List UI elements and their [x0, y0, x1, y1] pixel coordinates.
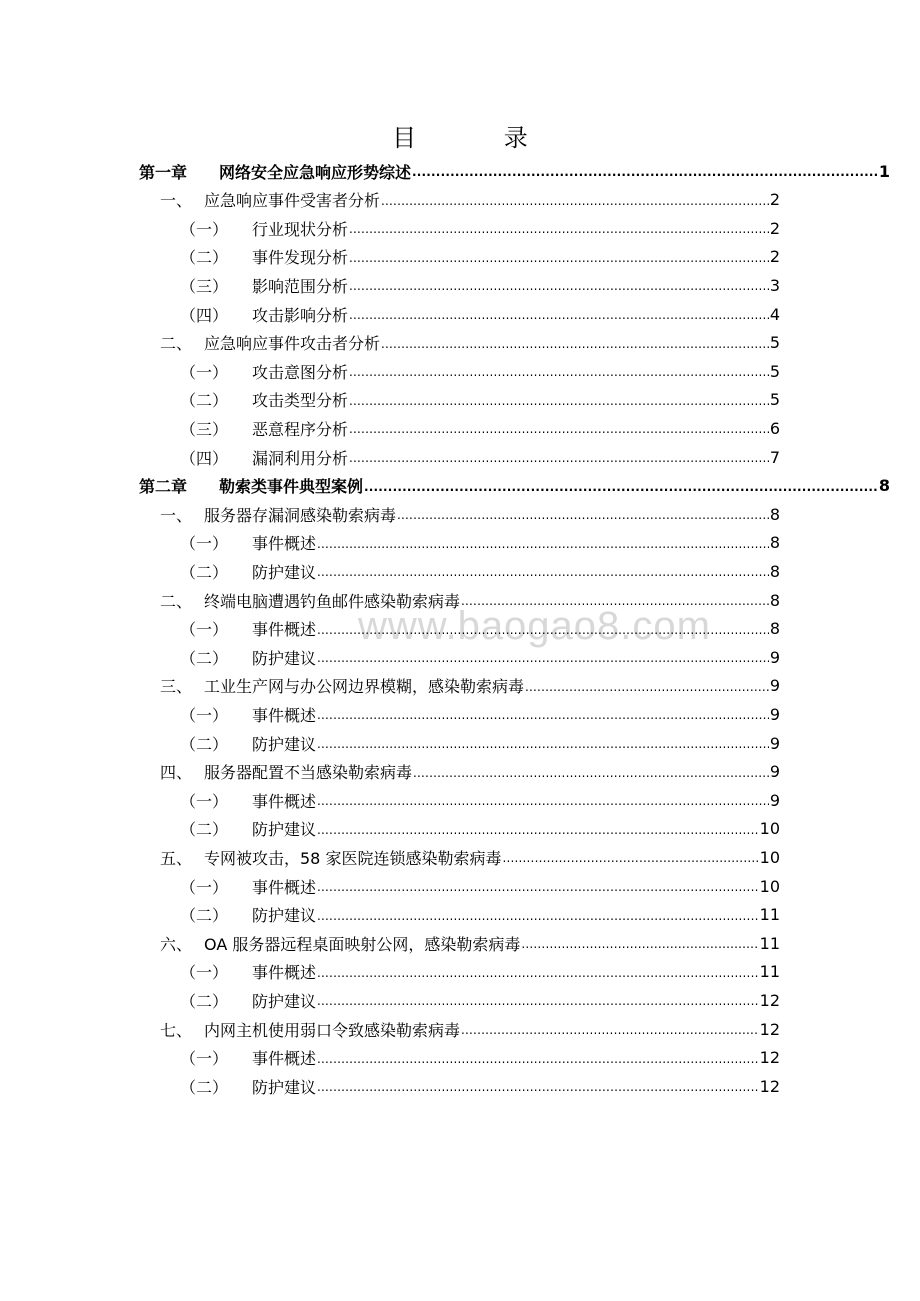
toc-dot-leader	[349, 247, 769, 267]
toc-entry-page: 5	[769, 333, 780, 353]
toc-entry-number: （二）	[180, 820, 229, 840]
toc-dot-leader	[317, 962, 759, 982]
toc-entry-sub[interactable]	[180, 214, 780, 242]
toc-entry-sub[interactable]	[180, 443, 780, 471]
toc-entry-title: 防护建议	[252, 1077, 317, 1097]
toc-entry-page: 8	[769, 533, 780, 553]
toc-dot-leader	[317, 704, 769, 724]
toc-entry-sub[interactable]	[180, 643, 780, 671]
toc-entry-number: （一）	[180, 705, 229, 725]
toc-entry-title: 终端电脑遭遇钓鱼邮件感染勒索病毒	[204, 591, 461, 611]
toc-entry-title: 防护建议	[252, 734, 317, 754]
toc-entry-number: （三）	[180, 276, 229, 296]
toc-entry-title: 漏洞利用分析	[252, 448, 349, 468]
toc-entry-sub[interactable]	[180, 986, 780, 1014]
toc-entry-number: （二）	[180, 391, 229, 411]
toc-entry-page: 5	[769, 361, 780, 381]
toc-entry-sub[interactable]	[180, 1044, 780, 1072]
toc-entry-chapter[interactable]	[139, 472, 890, 500]
toc-entry-page: 12	[759, 1048, 780, 1068]
toc-entry-page: 10	[759, 819, 780, 839]
toc-entry-page: 9	[769, 704, 780, 724]
toc-dot-leader	[397, 504, 769, 524]
toc-entry-page: 7	[769, 447, 780, 467]
toc-entry-sub[interactable]	[180, 958, 780, 986]
toc-dot-leader	[317, 819, 759, 839]
toc-entry-page: 10	[759, 876, 780, 896]
toc-entry-title: 工业生产网与办公网边界模糊，感染勒索病毒	[204, 677, 525, 697]
toc-entry-number: （一）	[180, 1049, 229, 1069]
toc-entry-title: 防护建议	[252, 906, 317, 926]
toc-entry-title: 事件概述	[252, 534, 317, 554]
toc-dot-leader	[349, 218, 769, 238]
toc-dot-leader	[317, 561, 769, 581]
toc-entry-sub[interactable]	[180, 243, 780, 271]
toc-entry-title: 事件概述	[252, 620, 317, 640]
toc-entry-sub[interactable]	[180, 1072, 780, 1100]
toc-entry-title: 防护建议	[252, 562, 317, 582]
toc-entry-number: （二）	[180, 248, 229, 268]
toc-dot-leader	[521, 933, 758, 953]
toc-entry-number: 三、	[160, 677, 193, 697]
toc-entry-page: 2	[769, 190, 780, 210]
toc-dot-leader	[317, 533, 769, 553]
toc-entry-title: 攻击影响分析	[252, 305, 349, 325]
toc-entry-title: 事件概述	[252, 791, 317, 811]
toc-entry-page: 8	[878, 476, 890, 496]
toc-entry-sub[interactable]	[180, 529, 780, 557]
toc-entry-title: 服务器配置不当感染勒索病毒	[204, 763, 413, 783]
toc-entry-number: （一）	[180, 534, 229, 554]
toc-entry-title: 恶意程序分析	[252, 419, 349, 439]
toc-entry-title: 攻击类型分析	[252, 391, 349, 411]
toc-entry-sub[interactable]	[180, 815, 780, 843]
toc-entry-number: （二）	[180, 562, 229, 582]
toc-entry-title: 攻击意图分析	[252, 362, 349, 382]
toc-entry-sub[interactable]	[180, 729, 780, 757]
toc-entry-section[interactable]	[160, 843, 780, 871]
toc-entry-number: （一）	[180, 362, 229, 382]
toc-entry-section[interactable]	[160, 500, 780, 528]
toc-entry-page: 8	[769, 504, 780, 524]
toc-entry-title: 事件概述	[252, 705, 317, 725]
toc-entry-section[interactable]	[160, 758, 780, 786]
toc-entry-page: 9	[769, 647, 780, 667]
toc-entry-number: （一）	[180, 620, 229, 640]
toc-entry-title: OA 服务器远程桌面映射公网，感染勒索病毒	[204, 934, 521, 954]
toc-entry-title: 应急响应事件攻击者分析	[204, 334, 381, 354]
toc-entry-page: 11	[759, 905, 780, 925]
toc-entry-number: 四、	[160, 763, 193, 783]
toc-entry-page: 5	[769, 390, 780, 410]
toc-entry-number: （一）	[180, 791, 229, 811]
toc-entry-title: 事件概述	[252, 963, 317, 983]
toc-entry-section[interactable]	[160, 672, 780, 700]
toc-entry-number: 第二章	[139, 477, 188, 497]
toc-entry-page: 4	[769, 304, 780, 324]
toc-entry-page: 3	[769, 275, 780, 295]
toc-dot-leader	[317, 876, 759, 896]
toc-entry-sub[interactable]	[180, 872, 780, 900]
toc-entry-page: 9	[769, 790, 780, 810]
toc-dot-leader	[349, 361, 769, 381]
toc-entry-title: 网络安全应急响应形势综述	[219, 162, 412, 182]
toc-entry-title: 应急响应事件受害者分析	[204, 191, 381, 211]
toc-entry-title: 专网被攻击，58 家医院连锁感染勒索病毒	[204, 848, 502, 868]
toc-dot-leader	[317, 790, 769, 810]
toc-entry-number: （二）	[180, 991, 229, 1011]
toc-entry-number: （二）	[180, 1077, 229, 1097]
toc-entry-section[interactable]	[160, 329, 780, 357]
toc-entry-number: （三）	[180, 419, 229, 439]
toc-entry-sub[interactable]	[180, 414, 780, 442]
toc-entry-title: 事件发现分析	[252, 248, 349, 268]
toc-entry-page: 2	[769, 218, 780, 238]
toc-dot-leader	[317, 733, 769, 753]
toc-entry-page: 9	[769, 733, 780, 753]
toc-entry-number: 七、	[160, 1020, 193, 1040]
toc-dot-leader	[349, 447, 769, 467]
toc-entry-section[interactable]	[160, 186, 780, 214]
toc-entry-page: 8	[769, 561, 780, 581]
toc-entry-sub[interactable]	[180, 271, 780, 299]
toc-entry-page: 11	[759, 962, 780, 982]
toc-dot-leader	[413, 762, 769, 782]
toc-entry-number: 第一章	[139, 162, 188, 182]
toc-dot-leader	[381, 190, 769, 210]
toc-dot-leader	[349, 390, 769, 410]
watermark: www.baogao8.com	[358, 604, 711, 648]
toc-entry-number: 六、	[160, 934, 193, 954]
toc-entry-section[interactable]	[160, 929, 780, 957]
toc-entry-title: 防护建议	[252, 820, 317, 840]
toc-entry-title: 防护建议	[252, 991, 317, 1011]
toc-entry-number: （二）	[180, 734, 229, 754]
toc-entry-title: 防护建议	[252, 648, 317, 668]
toc-entry-page: 12	[759, 990, 780, 1010]
toc-entry-number: （四）	[180, 448, 229, 468]
toc-entry-number: （二）	[180, 906, 229, 926]
toc-entry-page: 11	[759, 933, 780, 953]
toc-entry-sub[interactable]	[180, 615, 780, 643]
toc-entry-title: 事件概述	[252, 877, 317, 897]
toc-entry-number: 二、	[160, 334, 193, 354]
toc-dot-leader	[317, 1076, 759, 1096]
toc-entry-page: 12	[759, 1076, 780, 1096]
toc-entry-number: （四）	[180, 305, 229, 325]
page-title: 目 录	[392, 124, 568, 152]
toc-dot-leader	[317, 1048, 759, 1068]
toc-entry-number: 二、	[160, 591, 193, 611]
toc-entry-page: 9	[769, 762, 780, 782]
toc-entry-section[interactable]	[160, 586, 780, 614]
toc-entry-number: （一）	[180, 877, 229, 897]
toc-dot-leader	[317, 619, 769, 639]
toc-dot-leader	[349, 418, 769, 438]
toc-entry-title: 服务器存漏洞感染勒索病毒	[204, 505, 397, 525]
toc-dot-leader	[317, 905, 759, 925]
toc-entry-number: （二）	[180, 648, 229, 668]
toc-entry-sub[interactable]	[180, 786, 780, 814]
toc-dot-leader	[349, 275, 769, 295]
toc-entry-number: （一）	[180, 219, 229, 239]
toc-entry-sub[interactable]	[180, 386, 780, 414]
toc-entry-page: 9	[769, 676, 780, 696]
toc-dot-leader	[525, 676, 769, 696]
toc-entry-section[interactable]	[160, 1015, 780, 1043]
toc-entry-page: 6	[769, 418, 780, 438]
toc-entry-page: 8	[769, 619, 780, 639]
toc-entry-title: 勒索类事件典型案例	[219, 477, 364, 497]
toc-entry-title: 内网主机使用弱口令致感染勒索病毒	[204, 1020, 461, 1040]
toc-entry-number: （一）	[180, 963, 229, 983]
toc-entry-title: 影响范围分析	[252, 276, 349, 296]
toc-entry-page: 1	[878, 161, 890, 181]
toc-entry-number: 一、	[160, 191, 193, 211]
toc-dot-leader	[364, 476, 878, 496]
toc-dot-leader	[461, 590, 769, 610]
toc-dot-leader	[461, 1019, 759, 1039]
toc-entry-page: 10	[759, 847, 780, 867]
toc-entry-sub[interactable]	[180, 557, 780, 585]
toc-dot-leader	[317, 990, 759, 1010]
toc-entry-title: 行业现状分析	[252, 219, 349, 239]
toc-entry-title: 事件概述	[252, 1049, 317, 1069]
toc-entry-sub[interactable]	[180, 700, 780, 728]
toc-dot-leader	[349, 304, 769, 324]
toc-entry-page: 12	[759, 1019, 780, 1039]
toc-dot-leader	[502, 847, 758, 867]
toc-entry-page: 2	[769, 247, 780, 267]
toc-entry-sub[interactable]	[180, 357, 780, 385]
toc-dot-leader	[412, 161, 878, 181]
toc-entry-number: 一、	[160, 505, 193, 525]
toc-entry-sub[interactable]	[180, 300, 780, 328]
toc-entry-chapter[interactable]	[139, 157, 890, 185]
toc-dot-leader	[381, 333, 769, 353]
toc-entry-page: 8	[769, 590, 780, 610]
toc-entry-number: 五、	[160, 848, 193, 868]
toc-dot-leader	[317, 647, 769, 667]
toc-entry-sub[interactable]	[180, 901, 780, 929]
